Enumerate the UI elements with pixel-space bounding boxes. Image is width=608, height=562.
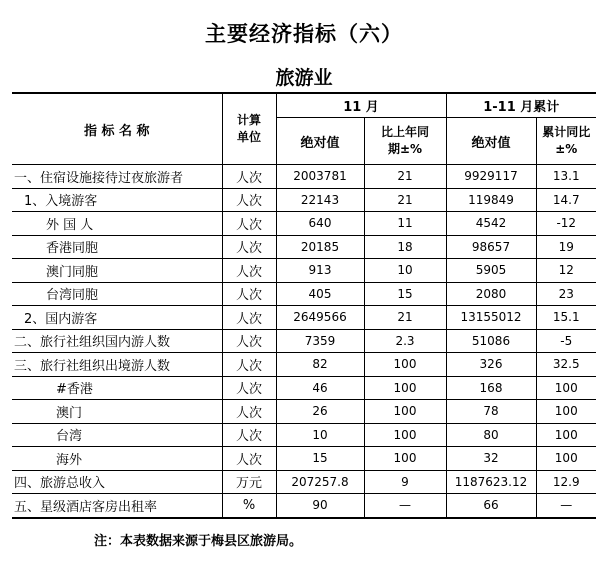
header-cumulative: 1-11 月累计 xyxy=(446,93,596,118)
table-row xyxy=(12,494,596,518)
row-name: 1、入境游客 xyxy=(12,188,222,212)
row-cum-yoy: -5 xyxy=(536,329,596,353)
header-unit-line1: 计算 xyxy=(236,113,261,127)
table-row xyxy=(12,188,596,212)
row-name: #香港 xyxy=(12,376,222,400)
row-cum-value: 4542 xyxy=(446,212,536,236)
row-month-yoy: 100 xyxy=(364,400,446,424)
header-yoy xyxy=(364,118,446,165)
table-row xyxy=(12,259,596,283)
row-unit: 人次 xyxy=(222,259,276,283)
indicators-table xyxy=(12,92,596,519)
row-month-yoy: — xyxy=(364,494,446,518)
table-row xyxy=(12,400,596,424)
table-row xyxy=(12,376,596,400)
row-cum-yoy: 15.1 xyxy=(536,306,596,330)
row-month-yoy: 2.3 xyxy=(364,329,446,353)
row-month-value: 26 xyxy=(276,400,364,424)
row-cum-yoy: — xyxy=(536,494,596,518)
row-unit: 人次 xyxy=(222,423,276,447)
row-name: 台湾同胞 xyxy=(12,282,222,306)
row-name: 四、旅游总收入 xyxy=(12,470,222,494)
row-unit: % xyxy=(222,494,276,518)
row-unit: 人次 xyxy=(222,306,276,330)
row-month-yoy: 18 xyxy=(364,235,446,259)
row-month-value: 913 xyxy=(276,259,364,283)
table-row xyxy=(12,235,596,259)
table-row xyxy=(12,423,596,447)
row-month-yoy: 100 xyxy=(364,353,446,377)
row-month-yoy: 100 xyxy=(364,423,446,447)
row-month-value: 640 xyxy=(276,212,364,236)
row-name: 二、旅行社组织国内游人数 xyxy=(12,329,222,353)
row-month-value: 2003781 xyxy=(276,165,364,189)
row-cum-value: 51086 xyxy=(446,329,536,353)
table-row xyxy=(12,282,596,306)
table-row xyxy=(12,470,596,494)
row-cum-yoy: 100 xyxy=(536,423,596,447)
row-unit: 万元 xyxy=(222,470,276,494)
row-month-value: 405 xyxy=(276,282,364,306)
row-cum-value: 168 xyxy=(446,376,536,400)
header-absolute-cumulative: 绝对值 xyxy=(446,118,536,165)
row-cum-yoy: 19 xyxy=(536,235,596,259)
row-cum-value: 66 xyxy=(446,494,536,518)
row-cum-yoy: 13.1 xyxy=(536,165,596,189)
row-name: 三、旅行社组织出境游人数 xyxy=(12,353,222,377)
row-cum-value: 1187623.12 xyxy=(446,470,536,494)
row-cum-value: 326 xyxy=(446,353,536,377)
row-cum-yoy: 23 xyxy=(536,282,596,306)
row-cum-value: 119849 xyxy=(446,188,536,212)
table-row xyxy=(12,212,596,236)
table-row xyxy=(12,306,596,330)
row-cum-yoy: 100 xyxy=(536,447,596,471)
row-cum-yoy: 100 xyxy=(536,376,596,400)
row-name: 外 国 人 xyxy=(12,212,222,236)
row-cum-yoy: 14.7 xyxy=(536,188,596,212)
row-name: 澳门同胞 xyxy=(12,259,222,283)
header-absolute: 绝对值 xyxy=(276,118,364,165)
row-unit: 人次 xyxy=(222,212,276,236)
header-cum-yoy xyxy=(536,118,596,165)
row-cum-yoy: 32.5 xyxy=(536,353,596,377)
page-title: 主要经济指标（六） xyxy=(205,22,403,46)
row-cum-value: 5905 xyxy=(446,259,536,283)
row-month-value: 2649566 xyxy=(276,306,364,330)
row-month-value: 15 xyxy=(276,447,364,471)
row-month-yoy: 21 xyxy=(364,306,446,330)
row-name: 澳门 xyxy=(12,400,222,424)
row-cum-value: 98657 xyxy=(446,235,536,259)
row-unit: 人次 xyxy=(222,329,276,353)
row-cum-value: 9929117 xyxy=(446,165,536,189)
row-month-value: 46 xyxy=(276,376,364,400)
table-row xyxy=(12,165,596,189)
row-unit: 人次 xyxy=(222,282,276,306)
source-note: 注：本表数据来源于梅县区旅游局。 xyxy=(94,534,303,549)
row-cum-value: 80 xyxy=(446,423,536,447)
row-month-yoy: 100 xyxy=(364,447,446,471)
row-month-value: 90 xyxy=(276,494,364,518)
header-unit-line2: 单位 xyxy=(236,130,261,144)
row-month-yoy: 100 xyxy=(364,376,446,400)
row-month-yoy: 11 xyxy=(364,212,446,236)
table-row xyxy=(12,353,596,377)
table-row xyxy=(12,447,596,471)
row-name: 一、住宿设施接待过夜旅游者 xyxy=(12,165,222,189)
row-month-value: 20185 xyxy=(276,235,364,259)
row-unit: 人次 xyxy=(222,353,276,377)
row-month-yoy: 15 xyxy=(364,282,446,306)
row-cum-value: 78 xyxy=(446,400,536,424)
row-cum-yoy: 100 xyxy=(536,400,596,424)
row-cum-yoy: 12.9 xyxy=(536,470,596,494)
row-unit: 人次 xyxy=(222,400,276,424)
row-cum-yoy: 12 xyxy=(536,259,596,283)
page-subtitle: 旅游业 xyxy=(275,67,333,89)
header-yoy-line2: 期±% xyxy=(387,142,423,156)
header-cum-yoy-line2: ±% xyxy=(555,142,578,156)
header-yoy-line1: 比上年同 xyxy=(380,125,429,139)
header-cum-yoy-line1: 累计同比 xyxy=(542,125,591,139)
row-unit: 人次 xyxy=(222,165,276,189)
row-name: 台湾 xyxy=(12,423,222,447)
row-month-yoy: 10 xyxy=(364,259,446,283)
table-row xyxy=(12,329,596,353)
row-unit: 人次 xyxy=(222,376,276,400)
row-cum-value: 32 xyxy=(446,447,536,471)
header-indicator: 指 标 名 称 xyxy=(12,93,222,165)
row-name: 五、星级酒店客房出租率 xyxy=(12,494,222,518)
row-cum-yoy: -12 xyxy=(536,212,596,236)
row-name: 2、国内游客 xyxy=(12,306,222,330)
header-unit xyxy=(222,93,276,165)
row-month-value: 207257.8 xyxy=(276,470,364,494)
row-month-yoy: 9 xyxy=(364,470,446,494)
row-unit: 人次 xyxy=(222,235,276,259)
row-unit: 人次 xyxy=(222,188,276,212)
row-month-yoy: 21 xyxy=(364,188,446,212)
row-name: 香港同胞 xyxy=(12,235,222,259)
row-month-value: 22143 xyxy=(276,188,364,212)
header-month: 11 月 xyxy=(276,93,446,118)
row-unit: 人次 xyxy=(222,447,276,471)
row-month-value: 7359 xyxy=(276,329,364,353)
row-month-value: 10 xyxy=(276,423,364,447)
row-month-yoy: 21 xyxy=(364,165,446,189)
row-cum-value: 13155012 xyxy=(446,306,536,330)
row-name: 海外 xyxy=(12,447,222,471)
row-month-value: 82 xyxy=(276,353,364,377)
row-cum-value: 2080 xyxy=(446,282,536,306)
